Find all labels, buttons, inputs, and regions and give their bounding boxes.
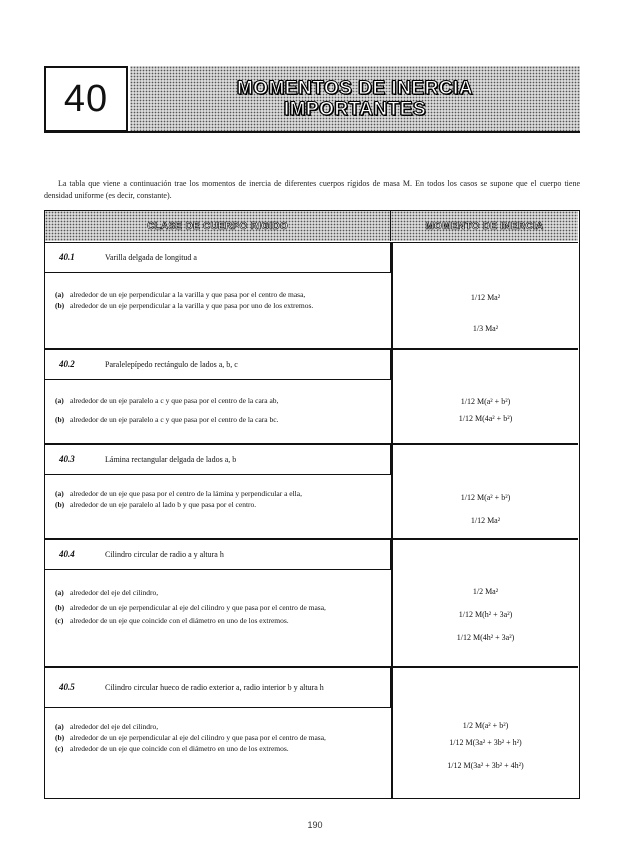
case-item [55,414,385,425]
case-text: alrededor de un eje perpendicular al eje del cilindro y que pasa por el centro de masa, [70,603,326,612]
section-number: 40.3 [59,453,75,464]
moment-formula: 1/3 Ma² [472,324,499,333]
case-item [55,602,385,613]
case-text: alrededor del eje del cilindro, [70,722,159,731]
case-text: alrededor del eje del cilindro, [70,588,159,597]
section-title-40-1 [45,243,391,273]
case-label: (b) [55,301,65,310]
case-label: (a) [55,489,64,498]
chapter-title-banner [130,66,580,132]
section-description: Varilla delgada de longitud a [105,253,197,262]
case-label: (b) [55,733,65,742]
case-item [55,300,385,311]
case-item [55,289,385,300]
case-text: alrededor de un eje que pasa por el centro de la lámina y perpendicular a ella, [70,489,302,498]
case-text: alrededor de un eje perpendicular al eje del cilindro y que pasa por el centro de masa, [70,733,326,742]
moment-formula: 1/12 M(4a² + b²) [458,414,513,423]
moment-formula: 1/2 Ma² [472,587,499,596]
section-title-40-3 [45,443,391,475]
section-cases-40-5 [55,721,385,754]
chapter-header [44,66,580,132]
moment-formula: 1/12 M(4h² + 3a²) [456,633,515,642]
moment-formula: 1/2 M(a² + b²) [462,721,509,730]
page-number: 190 [307,820,323,830]
section-cases-40-3 [55,488,385,510]
chapter-title-line-1: MOMENTOS DE INERCIA [236,78,474,99]
header-body-type: CLASE DE CUERPO RIGIDO [45,211,391,241]
section-title-40-5 [45,666,391,708]
section-title-40-4 [45,538,391,570]
moment-formula: 1/12 M(3a² + 3b² + h²) [449,738,522,747]
case-text: alrededor de un eje que coincide con el diámetro en uno de los extremos. [70,616,289,625]
moments-40-3 [393,491,578,527]
moment-formula: 1/12 M(a² + b²) [460,493,511,502]
moment-formula: 1/12 Ma² [470,516,501,525]
section-description: Cilindro circular hueco de radio exterior a, radio interior b y altura h [105,682,324,692]
case-item [55,732,385,743]
header-moment: MOMENTO DE INERCIA [391,211,578,241]
case-item [55,499,385,510]
case-label: (b) [55,415,65,424]
moments-table [44,210,580,799]
section-number: 40.2 [59,358,75,369]
section-number: 40.4 [59,548,75,559]
section-cases-40-2 [55,395,385,425]
case-text: alrededor de un eje perpendicular a la varilla y que pasa por uno de los extremos. [70,301,314,310]
table-header [45,211,578,243]
section-description: Paralelepípedo rectángulo de lados a, b, c [105,359,238,369]
moments-40-1 [393,291,578,335]
case-label: (c) [55,744,64,753]
case-label: (a) [55,396,64,405]
case-item [55,488,385,499]
chapter-rule [128,131,580,133]
moment-formula: 1/12 M(a² + b²) [460,397,511,406]
case-text: alrededor de un eje perpendicular a la varilla y que pasa por el centro de masa, [70,290,306,299]
chapter-number-box [44,66,128,132]
intro-paragraph: La tabla que viene a continuación trae los momentos de inercia de diferentes cuerpos rígidos de masa M. En todos los casos se supone que el cuerpo tiene densidad uniforme (es decir, constante). [44,179,580,200]
chapter-number: 40 [63,77,109,120]
moments-40-5 [393,719,578,772]
chapter-title [130,78,580,120]
case-text: alrededor de un eje paralelo al lado b y que pasa por el centro. [70,500,257,509]
case-label: (c) [55,616,64,625]
chapter-title-line-2: IMPORTANTES [283,99,427,120]
section-number: 40.1 [59,252,75,262]
case-text: alrededor de un eje paralelo a c y que pasa por el centro de la cara bc. [70,415,279,424]
case-item [55,587,385,598]
section-cases-40-4 [55,587,385,626]
moment-formula: 1/12 Ma² [470,293,501,302]
case-text: alrededor de un eje paralelo a c y que pasa por el centro de la cara ab, [70,396,279,405]
case-item [55,743,385,754]
moment-formula: 1/12 M(h² + 3a²) [458,610,513,619]
case-label: (a) [55,290,64,299]
case-label: (b) [55,500,65,509]
section-title-40-2 [45,348,391,380]
moments-40-4 [393,585,578,644]
case-item [55,615,385,626]
case-label: (a) [55,588,64,597]
case-item [55,721,385,732]
case-label: (a) [55,722,64,731]
case-item [55,395,385,406]
section-number: 40.5 [59,681,75,692]
case-text: alrededor de un eje que coincide con el diámetro en uno de los extremos. [70,744,289,753]
section-description: Cilindro circular de radio a y altura h [105,549,224,559]
chapter-rule-left [44,131,128,133]
section-description: Lámina rectangular delgada de lados a, b [105,454,237,464]
moments-40-2 [393,395,578,425]
moment-formula: 1/12 M(3a² + 3b² + 4h²) [447,761,524,770]
section-cases-40-1 [55,289,385,311]
case-label: (b) [55,603,65,612]
